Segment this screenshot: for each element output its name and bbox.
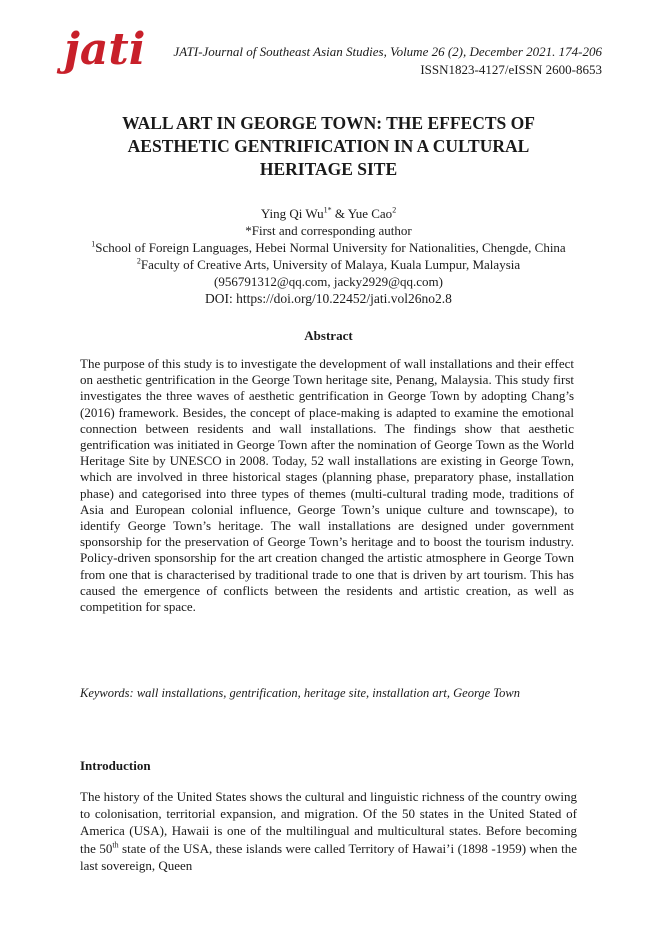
intro-text-a: The history of the United States shows the cultural and linguistic richness of the country owing to colonisation, territorial expansion, and migration. Of the 50 states in the United Stated of America (USA), Hawaii is one of the multilingual and multicultural states. Before becoming the 50 [80, 789, 577, 856]
author-connector: & [331, 206, 348, 221]
abstract-heading: Abstract [304, 328, 353, 343]
logo-text: jati [64, 24, 146, 75]
doi-link[interactable]: DOI: https://doi.org/10.22452/jati.vol26no2.8 [205, 291, 452, 306]
affiliation-1 [60, 240, 597, 256]
keywords: Keywords: wall installations, gentrification, heritage site, installation art, George Town [80, 686, 520, 700]
issn: ISSN1823-4127/eISSN 2600-8653 [420, 62, 602, 77]
affiliation-2-text: Faculty of Creative Arts, University of Malaya, Kuala Lumpur, Malaysia [140, 257, 521, 272]
title-line-2: AESTHETIC GENTRIFICATION IN A CULTURAL [127, 136, 530, 156]
title-line-3: HERITAGE SITE [259, 159, 398, 179]
paper-title [80, 112, 577, 181]
affiliation-2-sup: 2 [136, 256, 141, 266]
corresponding-note: *First and corresponding author [245, 223, 412, 238]
author-2-sup: 2 [392, 205, 397, 215]
affiliation-1-text: School of Foreign Languages, Hebei Normal University for Nationalities, Chengde, China [95, 240, 566, 255]
author-1-sup: 1* [323, 205, 332, 215]
introduction-heading: Introduction [80, 758, 151, 773]
journal-citation: JATI-Journal of Southeast Asian Studies, Volume 26 (2), December 2021. 174-206 [173, 44, 602, 59]
author-line [60, 206, 597, 222]
affiliation-1-sup: 1 [91, 239, 96, 249]
author-emails: (956791312@qq.com, jacky2929@qq.com) [213, 274, 444, 289]
introduction-text [80, 788, 577, 874]
intro-text-b: state of the USA, these islands were called Territory of Hawai’i (1898 -1959) when the last sovereign, Queen [80, 840, 577, 873]
author-2: Yue Cao [347, 206, 393, 221]
affiliation-2 [60, 257, 597, 273]
intro-sup: th [112, 840, 119, 850]
abstract-text: The purpose of this study is to investigate the development of wall installations and their effect on aesthetic gentrification in the George Town heritage site, Penang, Malaysia. This study first investigates the three waves of aesthetic gentrification in George Town by adopting Chang’s (2016) framework. Besides, the concept of place-making is adapted to examine the emotional connection between residents and wall installations. The findings show that aesthetic gentrification was initiated in George Town after the nomination of George Town as the World Heritage Site by UNESCO in 2008. Today, 52 wall installations are existing in George Town, which are involved in three historical stages (planning phase, preparatory phase, installation phase) and categorised into three types of themes (multi-cultural trading mode, traditions of Asia and European colonial influence, George Town’s unique culture and townscape), to identify George Town’s heritage. The wall installations are designed under government sponsorship for the preservation of George Town’s heritage and to boost the tourism industry. Policy-driven sponsorship for the art creation changed the artistic atmosphere in George Town from one that is characterised by traditional trade to one that is driven by art tourism. This has caused the emergence of conflicts between the residents and artistic creation, as well as competition for space. [80, 356, 575, 615]
author-1: Ying Qi Wu [260, 206, 324, 221]
jati-logo [62, 12, 146, 102]
title-line-1: WALL ART IN GEORGE TOWN: THE EFFECTS OF [122, 113, 535, 133]
